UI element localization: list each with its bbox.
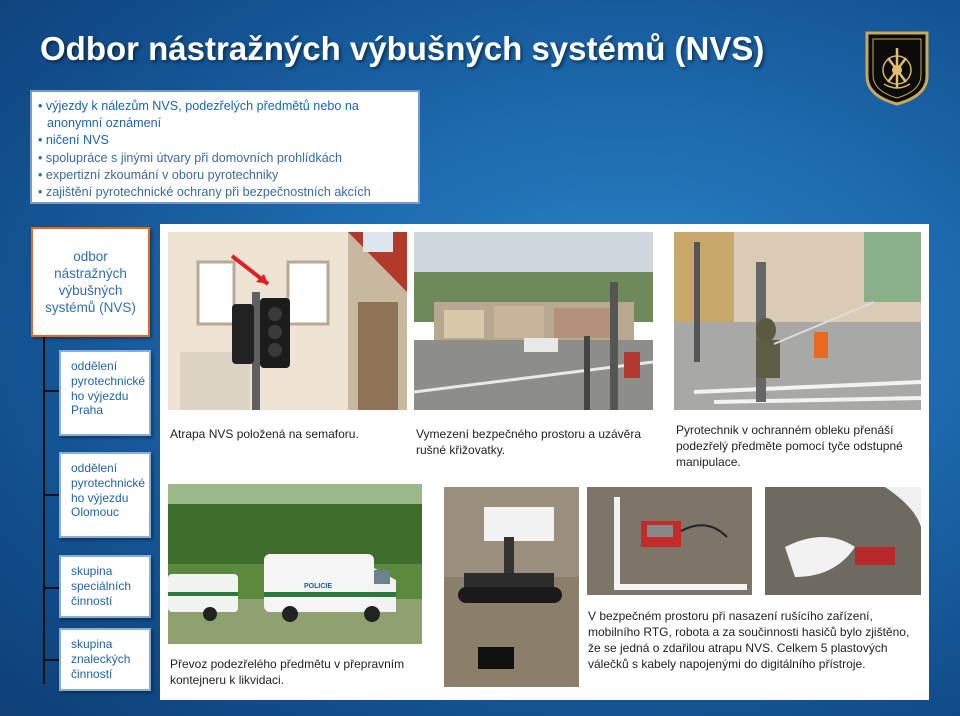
org-box-forensic: skupina znaleckých činností [59, 628, 151, 691]
org-box-praha: oddělení pyrotechnické ho výjezdu Praha [59, 350, 151, 436]
page-title: Odbor nástražných výbušných systémů (NVS) [40, 30, 765, 67]
caption-robot-device: V bezpečném prostoru při nasazení rušícího zařízení, mobilního RTG, robota a za součinnosti hasičů bylo zjištěno, že se jedná o zdařilou atrapu NVS. Celkem 5 plastových válečků s kabely napojenými do digitálního přístroje. [588, 609, 910, 671]
list-item: • zajištění pyrotechnické ochrany při bezpečnostních akcích [38, 184, 418, 201]
robot-photo [444, 487, 579, 687]
bomb-suit-photo [674, 232, 921, 410]
intersection-photo [414, 232, 653, 410]
org-connector-line [43, 659, 59, 661]
org-box-olomouc: oddělení pyrotechnické ho výjezdu Olomouc [59, 452, 151, 538]
police-van-photo [168, 484, 422, 644]
list-item: • ničení NVS [38, 132, 418, 149]
caption-bomb-suit: Pyrotechnik v ochranném obleku přenáší podezřelý předměte pomocí tyče odstupné manipulace. [676, 423, 903, 469]
org-connector-line [43, 390, 59, 392]
duties-list [30, 90, 420, 204]
caption-traffic-light: Atrapa NVS položená na semaforu. [170, 427, 359, 441]
van-label: POLICIE [303, 583, 333, 590]
list-item: • výjezdy k nálezům NVS, podezřelých předmětů nebo na anonymní oznámení [38, 98, 418, 132]
evidence-device-photo [587, 487, 752, 595]
org-box-special: skupina speciálních činností [59, 555, 151, 618]
org-connector-line [43, 587, 59, 589]
caption-police-van: Převoz podezřelého předmětu v přepravním kontejneru k likvidaci. [170, 657, 405, 687]
caption-intersection: Vymezení bezpečného prostoru a uzávěra rušné křižovatky. [416, 427, 642, 457]
list-item: • spolupráce s jinými útvary při domovních prohlídkách [38, 150, 418, 167]
gloved-hand-photo [765, 487, 921, 595]
list-item: • expertizní zkoumání v oboru pyrotechniky [38, 167, 418, 184]
org-connector-line [43, 494, 59, 496]
org-box-main: odbor nástražných výbušných systémů (NVS) [31, 227, 150, 337]
police-emblem-icon [864, 30, 930, 106]
traffic-light-photo [168, 232, 407, 410]
